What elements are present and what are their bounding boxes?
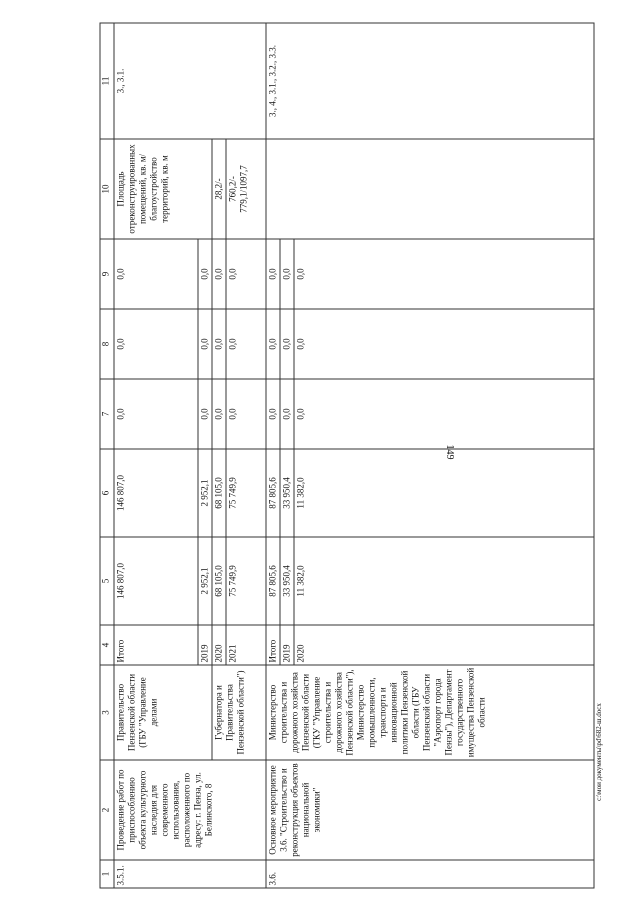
year-cell: Итого bbox=[114, 625, 198, 665]
indicator-value bbox=[226, 139, 266, 239]
year-cell: 2019 bbox=[198, 625, 212, 665]
value-cell: 0,0 bbox=[212, 379, 226, 449]
footer-path: c:\мои документы\pd\682-ш.docx bbox=[595, 703, 603, 801]
header-cell: 2 bbox=[100, 760, 114, 860]
value-cell: 146 807,0 bbox=[114, 537, 198, 625]
indicator-value-2021: 779,1/1097,7 bbox=[238, 165, 248, 213]
value-cell: 2 952,1 bbox=[198, 537, 212, 625]
indicator-empty bbox=[266, 139, 594, 239]
header-cell: 10 bbox=[100, 139, 114, 239]
value-cell: 0,0 bbox=[226, 309, 266, 379]
value-cell: 0,0 bbox=[266, 309, 280, 379]
value-cell: 0,0 bbox=[294, 239, 594, 309]
executor: Правительство Пензенской области (ГБУ "Управление делами bbox=[114, 665, 212, 760]
indicator-title: Площадь отреконструированных помещений, кв. м/благоустройство территорий, кв. м bbox=[114, 139, 212, 239]
indicator-value-2020: 760,2/- bbox=[227, 176, 237, 202]
executor: Губернатора и Правительства Пензенской области") bbox=[212, 665, 266, 760]
value-cell: 0,0 bbox=[198, 309, 212, 379]
header-cell: 1 bbox=[100, 860, 114, 888]
table-row bbox=[114, 23, 198, 888]
value-cell: 0,0 bbox=[114, 379, 198, 449]
header-cell: 8 bbox=[100, 309, 114, 379]
value-cell: 0,0 bbox=[266, 239, 280, 309]
value-cell: 146 807,0 bbox=[114, 449, 198, 537]
result-ref: 3., 4., 3.1., 3.2., 3.3. bbox=[266, 23, 594, 139]
value-cell: 0,0 bbox=[212, 309, 226, 379]
year-cell: 2020 bbox=[294, 625, 594, 665]
year-cell: 2019 bbox=[280, 625, 294, 665]
program-table bbox=[99, 23, 594, 889]
year-cell: Итого bbox=[266, 625, 280, 665]
value-cell: 75 749,9 bbox=[226, 449, 266, 537]
value-cell: 0,0 bbox=[114, 309, 198, 379]
row-number: 3.5.1. bbox=[114, 860, 266, 888]
header-cell: 3 bbox=[100, 665, 114, 760]
row-number: 3.6. bbox=[266, 860, 594, 888]
header-cell: 9 bbox=[100, 239, 114, 309]
header-row bbox=[100, 23, 114, 888]
header-cell: 7 bbox=[100, 379, 114, 449]
value-cell: 87 805,6 bbox=[266, 537, 280, 625]
table-row bbox=[266, 23, 280, 888]
page-number: 149 bbox=[444, 444, 455, 460]
year-cell: 2021 bbox=[226, 625, 266, 665]
result-ref: 3., 3.1. bbox=[114, 23, 266, 139]
value-cell: 0,0 bbox=[198, 379, 212, 449]
value-cell: 0,0 bbox=[226, 379, 266, 449]
value-cell: 2 952,1 bbox=[198, 449, 212, 537]
value-cell: 0,0 bbox=[280, 239, 294, 309]
value-cell: 11 382,0 bbox=[294, 449, 594, 537]
measure-name: Основное мероприятие 3.6. "Строительство и реконструкция объектов национальной экономики" bbox=[266, 760, 594, 860]
value-cell: 0,0 bbox=[226, 239, 266, 309]
value-cell: 0,0 bbox=[280, 379, 294, 449]
value-cell: 87 805,6 bbox=[266, 449, 280, 537]
value-cell: 75 749,9 bbox=[226, 537, 266, 625]
value-cell: 0,0 bbox=[294, 309, 594, 379]
value-cell: 11 382,0 bbox=[294, 537, 594, 625]
table-row bbox=[212, 23, 226, 888]
value-cell: 0,0 bbox=[198, 239, 212, 309]
value-cell: 0,0 bbox=[294, 379, 594, 449]
header-cell: 11 bbox=[100, 23, 114, 139]
value-cell: 33 950,4 bbox=[280, 449, 294, 537]
executor: Министерство строительства и дорожного хозяйства Пензенской области (ГКУ "Управление строительства и дорожного хозяйства Пензенской области"), Министерство промышленности, транспорта и инновационной политики Пензенской области (ГБУ Пензенской области "Аэропорт города Пензы"), Департамент государственного имущества Пензенской области bbox=[266, 665, 594, 760]
year-cell: 2020 bbox=[212, 625, 226, 665]
header-cell: 4 bbox=[100, 625, 114, 665]
value-cell: 68 105,0 bbox=[212, 537, 226, 625]
measure-name: Проведение работ по приспособлению объекта культурного наследия для современного использования, расположенного по адресу: г. Пенза, ул. Белинского, 8 bbox=[114, 760, 266, 860]
header-cell: 5 bbox=[100, 537, 114, 625]
value-cell: 0,0 bbox=[114, 239, 198, 309]
value-cell: 0,0 bbox=[280, 309, 294, 379]
header-cell: 6 bbox=[100, 449, 114, 537]
value-cell: 33 950,4 bbox=[280, 537, 294, 625]
value-cell: 0,0 bbox=[212, 239, 226, 309]
value-cell: 0,0 bbox=[266, 379, 280, 449]
value-cell: 68 105,0 bbox=[212, 449, 226, 537]
indicator-value: 28,2/- bbox=[212, 139, 226, 239]
rotated-table-container bbox=[99, 24, 591, 889]
